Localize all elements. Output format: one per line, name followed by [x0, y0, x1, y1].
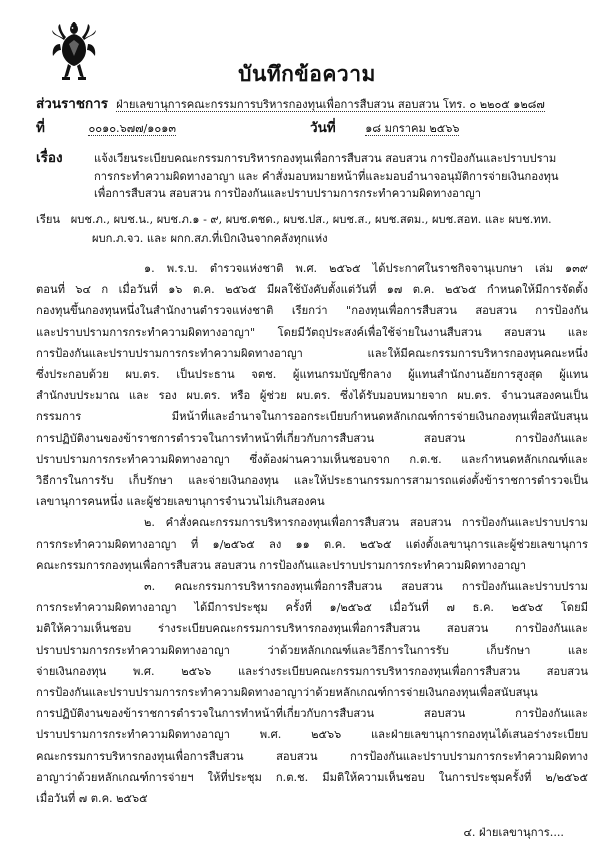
body-line: เมื่อวันที่ ๗ ต.ค. ๒๕๖๕ — [36, 792, 148, 806]
division-label: ส่วนราชการ — [36, 96, 109, 112]
body-line: ๓. คณะกรรมการบริหารกองทุนเพื่อการสืบสวน สอบสวน การป้องกันและปราบปราม — [144, 580, 588, 594]
date-row — [310, 120, 459, 137]
body-line: การป้องกันและปราบปรามการกระทำความผิดทางอาญา และให้มีคณะกรรมการบริหารกองทุนคณะหนึ่ง — [36, 346, 588, 360]
body-line: การปฏิบัติงานของข้าราชการตำรวจในการทำหน้าที่เกี่ยวกับการสืบสวน สอบสวน การป้องกันและ — [36, 431, 588, 445]
body-line: วิธีการในการรับ เก็บรักษา และจ่ายเงินกองทุน และให้ประธานกรรมการสามารถแต่งตั้งข้าราชการตำรวจเป็น — [36, 474, 588, 488]
body-line: กองทุนขึ้นกองทุนหนึ่งในสำนักงานตำรวจแห่งชาติ เรียกว่า "กองทุนเพื่อการสืบสวน สอบสวน การป้องกัน — [36, 304, 588, 318]
subject-block — [36, 150, 584, 203]
subject-line: การกระทำความผิดทางอาญา และ คำสั่งมอบหมายหน้าที่และมอบอำนาจอนุมัติการจ่ายเงินกองทุน — [94, 169, 559, 183]
body-line: ปราบปรามการกระทำความผิดทางอาญา ว่าด้วยหลักเกณฑ์และวิธีการในการรับ เก็บรักษา และ — [36, 643, 588, 657]
body-line: มติให้ความเห็นชอบ ร่างระเบียบคณะกรรมการบริหารกองทุนเพื่อการสืบสวน สอบสวน การป้องกันและ — [36, 622, 588, 636]
reference-row — [36, 120, 176, 137]
body-line: กรรมการ มีหน้าที่และอำนาจในการออกระเบียบกำหนดหลักเกณฑ์การจ่ายเงินกองทุนเพื่อสนับสนุน — [36, 410, 588, 424]
body-line: ๒. คำสั่งคณะกรรมการบริหารกองทุนเพื่อการสืบสวน สอบสวน การป้องกันและปราบปราม — [144, 516, 588, 530]
subject-line: เพื่อการสืบสวน สอบสวน การป้องกันและปราบปรามการกระทำความผิดทางอาญา — [94, 187, 481, 200]
subject-line: แจ้งเวียนระเบียบคณะกรรมการบริหารกองทุนเพื่อการสืบสวน สอบสวน การป้องกันและปราบปราม — [94, 152, 557, 165]
document-title: บันทึกข้อความ — [238, 61, 376, 86]
body-line: อาญาว่าด้วยหลักเกณฑ์การจ่ายฯ ให้ที่ประชุม ก.ต.ช. มีมติให้ความเห็นชอบ ในการประชุมครั้งที่ ๒/๒๕๖๕ — [36, 770, 588, 784]
body-line: และปราบปรามการกระทำความผิดทางอาญา" โดยมีวัตถุประสงค์เพื่อใช้จ่ายในงานสืบสวน สอบสวน และ — [36, 325, 588, 339]
body-line: การกระทำความผิดทางอาญา ที่ ๑/๒๕๖๕ ลง ๑๑ ต.ค. ๒๕๖๕ แต่งตั้งเลขานุการและผู้ช่วยเลขานุการ — [36, 537, 588, 551]
body-line: คณะกรรมการกองทุนเพื่อการสืบสวน สอบสวน การป้องกันและปราบปรามการกระทำความผิดทางอาญา — [36, 558, 527, 572]
body-line: การปฏิบัติงานของข้าราชการตำรวจในการทำหน้าที่เกี่ยวกับการสืบสวน สอบสวน การป้องกันและ — [36, 707, 588, 721]
body-line: การป้องกันและปราบปรามการกระทำความผิดทางอาญาว่าด้วยหลักเกณฑ์การจ่ายเงินกองทุนเพื่อสนับสนุน — [36, 686, 538, 700]
continuation-note: ๔. ฝ่ายเลขานุการ.... — [463, 826, 564, 839]
recipients-line: ผบก.ภ.จว. และ ผกก.สภ.ที่เบิกเงินจากคลังทุกแห่ง — [92, 232, 328, 245]
body-line: การกระทำความผิดทางอาญา ได้มีการประชุม ครั้งที่ ๑/๒๕๖๕ เมื่อวันที่ ๗ ธ.ค. ๒๕๖๕ โดยมี — [36, 601, 588, 615]
reference-label: ที่ — [36, 120, 45, 136]
body-line: ปราบปรามการกระทำความผิดทางอาญา ซึ่งต้องผ่านความเห็นชอบจาก ก.ต.ช. และกำหนดหลักเกณฑ์และ — [36, 452, 588, 466]
subject-label: เรื่อง — [36, 150, 63, 166]
body-line: ซึ่งประกอบด้วย ผบ.ตร. เป็นประธาน จตช. ผู้แทนกรมบัญชีกลาง ผู้แทนสำนักงานอัยการสูงสุด ผู้แทน — [36, 368, 588, 382]
body-line: คณะกรรมการบริหารกองทุนเพื่อการสืบสวน สอบสวน การป้องกันและปราบปรามการกระทำความผิดทาง — [36, 749, 588, 763]
body-line: ปราบปรามการกระทำความผิดทางอาญา พ.ศ. ๒๕๖๖ และฝ่ายเลขานุการกองทุนได้เสนอร่างระเบียบ — [36, 728, 588, 742]
date-value: ๑๘ มกราคม ๒๕๖๖ — [365, 122, 460, 135]
date-label: วันที่ — [310, 120, 336, 136]
body-line: สำนักงบประมาณ และ รอง ผบ.ตร. หรือ ผู้ช่วย ผบ.ตร. ซึ่งได้รับมอบหมายจาก ผบ.ตร. จำนวนสองคนเป็น — [36, 389, 588, 403]
division-row — [36, 96, 545, 113]
recipients-block — [36, 210, 596, 248]
recipients-line: ผบช.ภ., ผบช.น., ผบช.ภ.๑ - ๙, ผบช.ตชด., ผบช.ปส., ผบช.ส., ผบช.สตม., ผบช.สอท. และ ผบช.ทท. — [70, 213, 552, 226]
body-line: ตอนที่ ๖๔ ก เมื่อวันที่ ๑๖ ต.ค. ๒๕๖๕ มีผลใช้บังคับตั้งแต่วันที่ ๑๗ ต.ค. ๒๕๖๕ กำหนดให้มีการจัดตั้ง — [36, 283, 588, 297]
reference-number: ๐๐๑๐.๖๗๗/๑๐๑๓ — [88, 122, 176, 135]
memo-body — [36, 258, 588, 809]
body-line: ๑. พ.ร.บ. ตำรวจแห่งชาติ พ.ศ. ๒๕๖๕ ได้ประกาศในราชกิจจานุเบกษา เล่ม ๑๓๙ — [144, 262, 588, 275]
body-line: จ่ายเงินกองทุน พ.ศ. ๒๕๖๖ และร่างระเบียบคณะกรรมการบริหารกองทุนเพื่อการสืบสวน สอบสวน — [36, 664, 588, 678]
body-line: เลขานุการคนหนึ่ง และผู้ช่วยเลขานุการจำนวนไม่เกินสองคน — [36, 495, 325, 509]
division-value: ฝ่ายเลขานุการคณะกรรมการบริหารกองทุนเพื่อการสืบสวน สอบสวน โทร. ๐ ๒๒๐๕ ๑๒๘๗ — [116, 98, 545, 111]
recipients-label: เรียน — [36, 213, 61, 226]
